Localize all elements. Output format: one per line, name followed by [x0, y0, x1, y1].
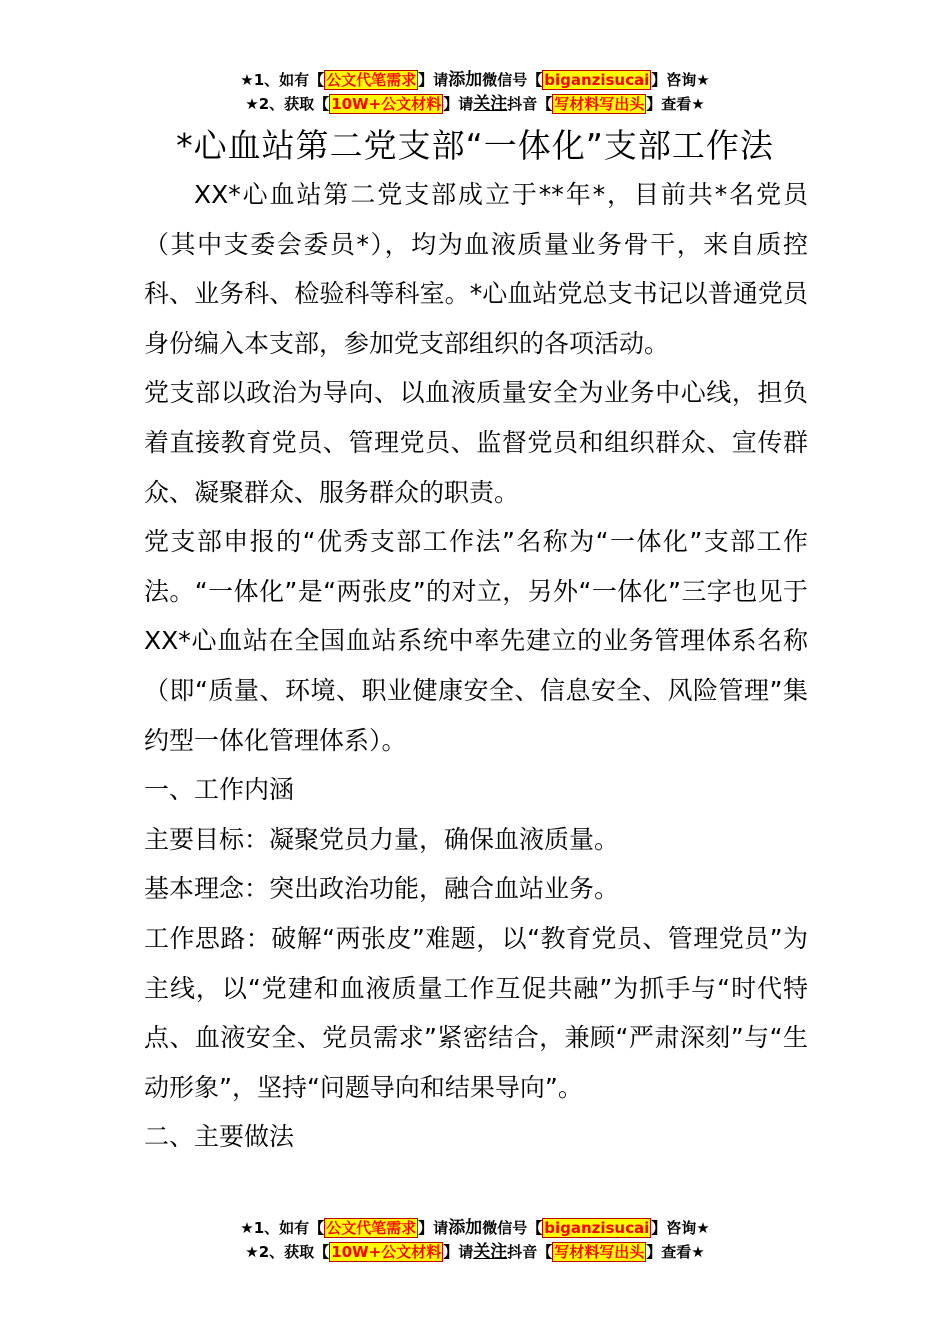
top-notice-banner: [0, 68, 950, 116]
notice-emphasis: 添加: [448, 70, 483, 90]
notice-text: ★2、获取【: [245, 1243, 330, 1261]
body-paragraph: 工作思路：破解“两张皮”难题，以“教育党员、管理党员”为主线，以“党建和血液质量工作互促共融”为抓手与“时代特点、血液安全、党员需求”紧密结合，兼顾“严肃深刻”与“生动形象”，坚持“问题导向和结果导向”。: [144, 923, 808, 1102]
document-title: *心血站第二党支部“一体化”支部工作法: [176, 126, 774, 165]
notice-text: 】查看★: [646, 1243, 705, 1261]
notice-emphasis: 关注: [473, 1242, 508, 1262]
notice-text: 微信号【: [482, 1219, 543, 1237]
body-paragraph: 党支部申报的“优秀支部工作法”名称为“一体化”支部工作法。“一体化”是“两张皮”的对立，另外“一体化”三字也见于XX*心血站在全国血站系统中率先建立的业务管理体系名称（即“质量、环境、职业健康安全、信息安全、风险管理”集约型一体化管理体系）。: [144, 527, 808, 755]
notice-emphasis: 添加: [448, 1218, 483, 1238]
notice-text: 】咨询★: [651, 71, 710, 89]
notice-line-1: [0, 68, 950, 92]
notice-text: 抖音【: [507, 1243, 553, 1261]
highlight-wechat-id: biganzisucai: [544, 71, 650, 89]
notice-line-1: [0, 1216, 950, 1240]
highlight-service: 公文代笔需求: [326, 1219, 417, 1237]
notice-text: 】请: [443, 1243, 474, 1261]
notice-text: ★1、如有【: [240, 71, 325, 89]
section-heading: 二、主要做法: [144, 1122, 295, 1152]
notice-text: ★1、如有【: [240, 1219, 325, 1237]
notice-text: 抖音【: [507, 95, 553, 113]
document-body: [144, 170, 808, 1162]
highlight-materials: 10W+公文材料: [331, 95, 442, 113]
bottom-notice-banner: [0, 1216, 950, 1264]
notice-text: 】请: [418, 71, 449, 89]
body-paragraph: 基本理念：突出政治功能，融合血站业务。: [144, 874, 620, 904]
notice-line-2: [0, 92, 950, 116]
highlight-wechat-id: biganzisucai: [544, 1219, 650, 1237]
notice-text: 】查看★: [646, 95, 705, 113]
notice-line-2: [0, 1240, 950, 1264]
highlight-douyin: 写材料写出头: [554, 1243, 645, 1261]
highlight-service: 公文代笔需求: [326, 71, 417, 89]
body-paragraph: XX*心血站第二党支部成立于**年*，目前共*名党员（其中支委会委员*），均为血液质量业务骨干，来自质控科、业务科、检验科等科室。*心血站党总支书记以普通党员身份编入本支部，参加党支部组织的各项活动。: [144, 180, 808, 358]
section-heading: 一、工作内涵: [144, 775, 295, 805]
highlight-douyin: 写材料写出头: [554, 95, 645, 113]
notice-text: 】请: [418, 1219, 449, 1237]
body-paragraph: 主要目标：凝聚党员力量，确保血液质量。: [144, 824, 620, 854]
notice-emphasis: 关注: [473, 94, 508, 114]
notice-text: ★2、获取【: [245, 95, 330, 113]
notice-text: 】请: [443, 95, 474, 113]
notice-text: 微信号【: [482, 71, 543, 89]
highlight-materials: 10W+公文材料: [331, 1243, 442, 1261]
body-paragraph: 党支部以政治为导向、以血液质量安全为业务中心线，担负着直接教育党员、管理党员、监督党员和组织群众、宣传群众、凝聚群众、服务群众的职责。: [144, 378, 808, 507]
notice-text: 】咨询★: [651, 1219, 710, 1237]
